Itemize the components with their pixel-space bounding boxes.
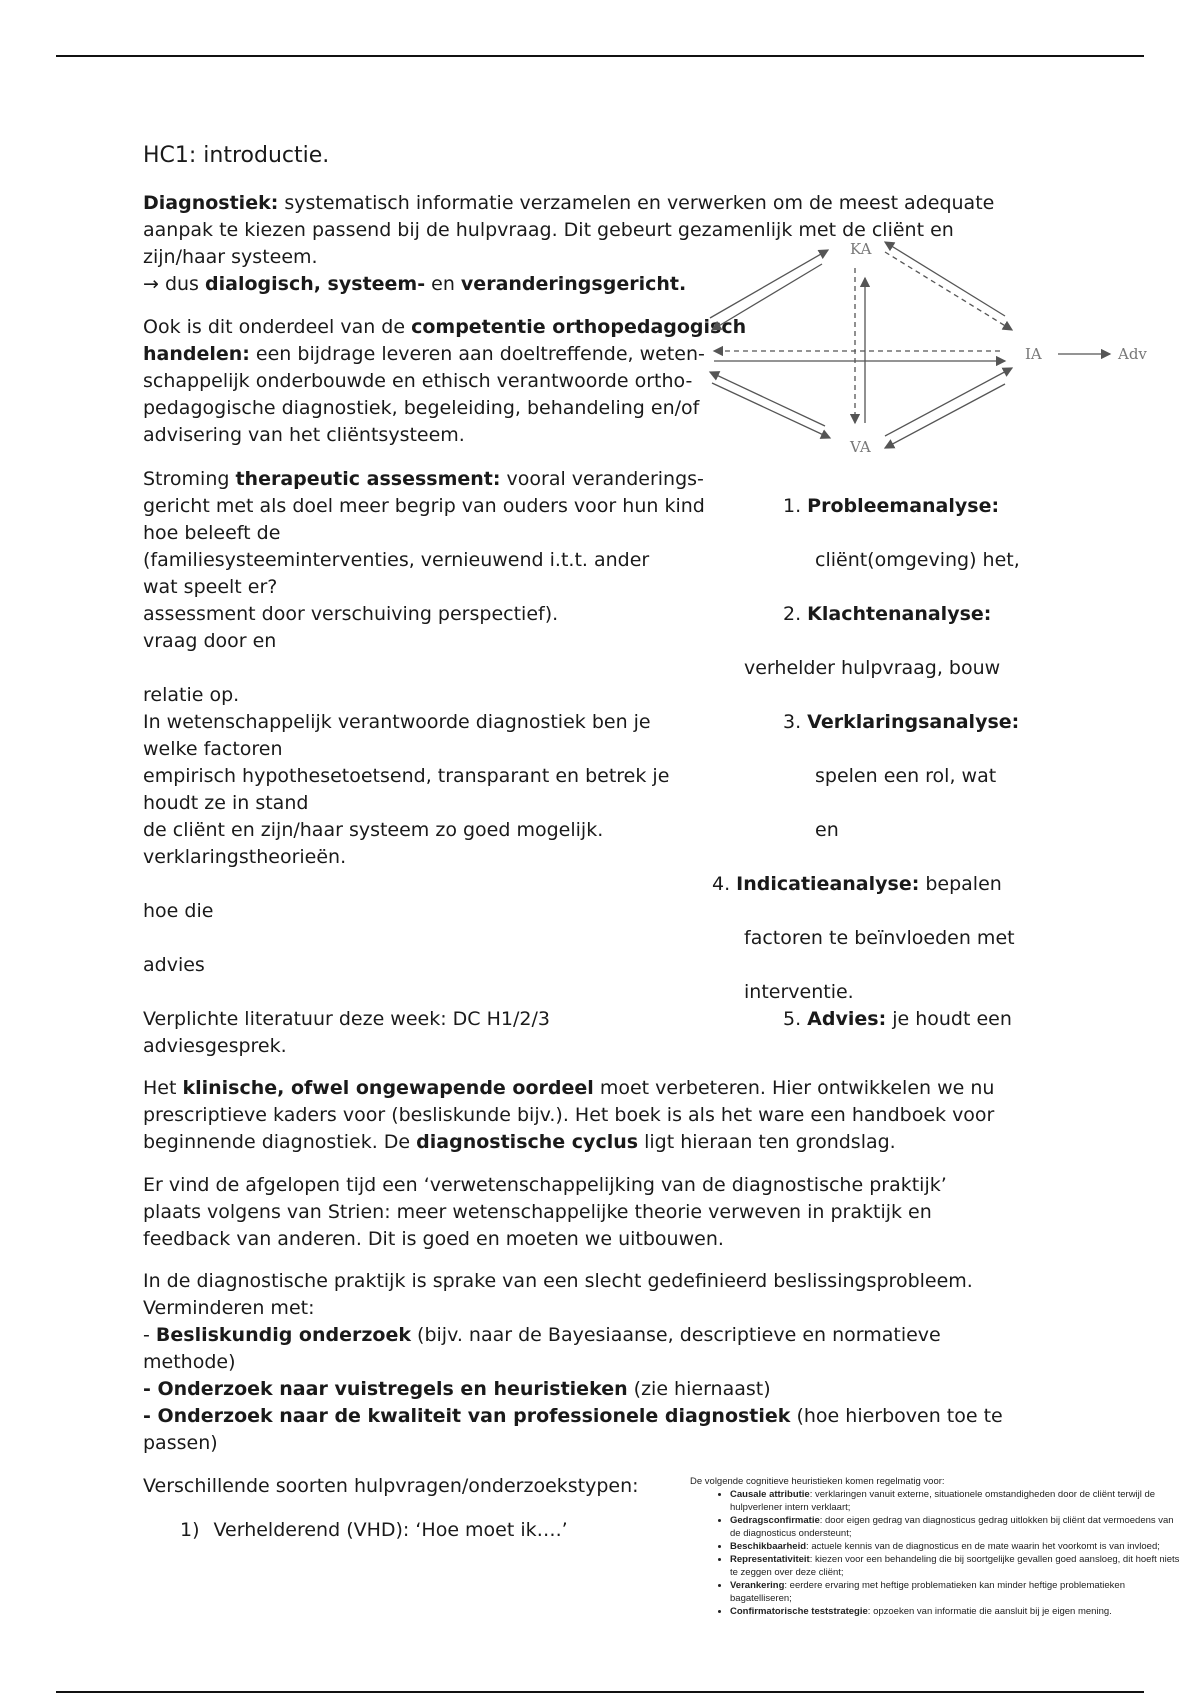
right-col-line-10: interventie. [744,981,854,1003]
left-col-line-4: (familiesysteeminterventies, vernieuwend i.t.t. ander [143,549,650,571]
diagnostic-cycle-diagram [700,238,1170,458]
heuristic-item: • Causale attributie: verklaringen vanuit externe, situationele omstandigheden door de cliënt terwijl de hulpverlener intern verklaart; [730,1488,1185,1514]
diagram-label-ka: KA [850,240,872,258]
page-title: HC1: introductie. [143,143,330,168]
heuristic-item: • Beschikbaarheid: actuele kennis van de diagnosticus en de mate waarin het voorkomt is van invloed; [730,1540,1185,1553]
step-indicatieanalyse: 4. Indicatieanalyse: bepalen [712,873,1002,895]
step-advies: 5. Advies: je houdt een [783,1008,1012,1030]
step-klachtenanalyse: 2. Klachtenanalyse: [783,603,992,625]
heuristic-item: • Representativiteit: kiezen voor een behandeling die bij soortgelijke gevallen goed aansloeg, dit hoeft niets te zeggen over deze cliënt; [730,1553,1185,1579]
heuristics-inset: De volgende cognitieve heuristieken komen regelmatig voor: • Causale attributie: verklaringen vanuit externe, situationele omstandigheden door de cliënt terwijl de hulpverlener intern verklaart; • Gedragsconfirmatie: door eigen gedrag van diagnosticus gedrag uitlokken bij cliënt dat vermoedens van de diagnosticus ondersteunt; • Beschikbaarheid: actuele kennis van de diagnosticus en de mate waarin het voorkomt is van invloed; • Representativiteit: kiezen voor een behandeling die bij soortgelijke gevallen goed aansloeg, dit hoeft niets te zeggen over deze cliënt; • Verankering: eerdere ervaring met heftige problematieken kan minder heftige problematieken bagatelliseren; • Confirmatorische teststrategie: opzoeken van informatie die aansluit bij je eigen mening. [690,1475,1185,1618]
step-probleemanalyse: 1. Probleemanalyse: [783,495,1000,517]
top-rule [56,55,1144,57]
left-col-line-7: vraag door en [143,630,277,652]
right-col-line-9: factoren te beïnvloeden met [744,927,1015,949]
right-col-line-6: spelen een rol, wat [815,765,997,787]
step-verklaringsanalyse: 3. Verklaringsanalyse: [783,711,1020,733]
diagram-label-va: VA [850,438,871,456]
competentie-paragraph: Ook is dit onderdeel van de competentie orthopedagogisch handelen: een bijdrage leveren aan doeltreffende, weten- schappelijk onderbouwde en ethisch verantwoorde ortho- pedagogische diagnostiek, begeleiding, behandeling en/of advisering van het cliëntsysteem. [143,316,747,446]
term-diagnostiek: Diagnostiek: [143,192,279,214]
hulpvragen-title: Verschillende soorten hulpvragen/onderzoekstypen: [143,1475,639,1497]
left-col-line-9: In wetenschappelijk verantwoorde diagnostiek ben je [143,711,651,733]
verwetenschappelijking-paragraph: Er vind de afgelopen tijd een ‘verwetenschappelijking van de diagnostische praktijk’ plaats volgens van Strien: meer wetenschappelijke theorie verweven in praktijk en feedback van anderen. Dit is goed en moeten we uitbouwen. [143,1174,947,1250]
right-col-line-2: cliënt(omgeving) het, [815,549,1020,571]
right-col-line-4: verhelder hulpvraag, bouw [744,657,1001,679]
heuristic-item: • Confirmatorische teststrategie: opzoeken van informatie die aansluit bij je eigen mening. [730,1605,1185,1618]
diagram-label-adv: Adv [1118,345,1147,363]
left-col-line-10: welke factoren [143,738,283,760]
left-col-line-12: houdt ze in stand [143,792,309,814]
left-col-line-3: hoe beleeft de [143,522,281,544]
diagram-label-ia: IA [1025,345,1042,363]
left-col-line-6: assessment door verschuiving perspectief). [143,603,559,625]
left-col-line-11: empirisch hypothesetoetsend, transparant en betrek je [143,765,670,787]
left-col-line-15: hoe die [143,900,214,922]
left-col-line-8: relatie op. [143,684,240,706]
left-col-line-2: gericht met als doel meer begrip van ouders voor hun kind [143,495,705,517]
bottom-rule [56,1691,1144,1693]
left-col-line-5: wat speelt er? [143,576,278,598]
left-col-line-13: de cliënt en zijn/haar systeem zo goed mogelijk. [143,819,604,841]
hulpvraag-item-1: 1) Verhelderend (VHD): ‘Hoe moet ik….’ [180,1519,568,1541]
heuristic-item: • Verankering: eerdere ervaring met heftige problematieken kan minder heftige problematieken bagatelliseren; [730,1579,1185,1605]
heuristic-item: • Gedragsconfirmatie: door eigen gedrag van diagnosticus gedrag uitlokken bij cliënt dat vermoedens van de diagnosticus ondersteunt; [730,1514,1185,1540]
diagnostiek-paragraph: Diagnostiek: systematisch informatie verzamelen en verwerken om de meest adequate aanpak te kiezen passend bij de hulpvraag. Dit gebeurt gezamenlijk met de cliënt en zijn/haar systeem. → dus dialogisch, systeem- en veranderingsgericht. [143,192,995,295]
klinisch-oordeel-paragraph: Het klinische, ofwel ongewapende oordeel moet verbeteren. Hier ontwikkelen we nu prescriptieve kaders voor (besliskunde bijv.). Het boek is als het ware een handboek voor beginnende diagnostiek. De diagnostische cyclus ligt hieraan ten grondslag. [143,1077,995,1153]
left-col-line-16: advies [143,954,205,976]
left-col-line-18: adviesgesprek. [143,1035,287,1057]
beslissingsprobleem-paragraph: In de diagnostische praktijk is sprake van een slecht gedefinieerd beslissingsprobleem. Verminderen met: - Besliskundig onderzoek (bijv. naar de Bayesiaanse, descriptieve en normatieve methode) - Onderzoek naar vuistregels en heuristieken (zie hiernaast) - Onderzoek naar de kwaliteit van professionele diagnostiek (hoe hierboven toe te passen) [143,1270,1003,1454]
left-col-line-1: Stroming therapeutic assessment: vooral veranderings- [143,468,704,490]
left-col-line-14: verklaringstheorieën. [143,846,347,868]
left-col-line-17: Verplichte literatuur deze week: DC H1/2/3 [143,1008,550,1030]
right-col-line-7: en [815,819,839,841]
